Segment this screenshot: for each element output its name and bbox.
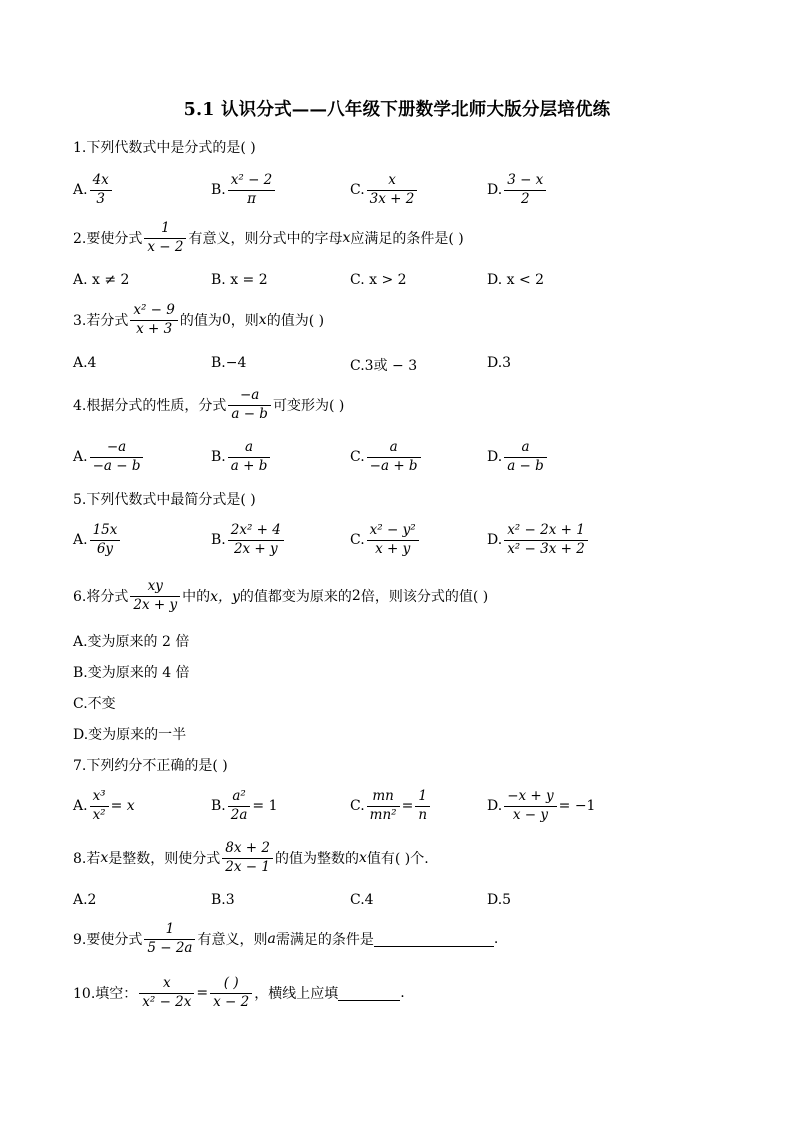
q4-option-b: B. $\frac{a}{a + b}$ bbox=[211, 439, 272, 475]
fraction: $\frac{\text{2x² + 4}}{2x + y}$ bbox=[228, 522, 284, 558]
q3-option-c: C.3或 − 3 bbox=[350, 358, 418, 374]
fraction: $\frac{-a}{-a - b}$ bbox=[90, 439, 144, 475]
question-9: 9.要使分式 $\frac{1}{5 - 2a}$ 有意义，则 a 需满足的条件是 . bbox=[73, 921, 499, 956]
fraction: $\frac{15x}{6y}$ bbox=[90, 522, 121, 558]
fraction: $\frac{8x + 2}{2x - 1}$ bbox=[222, 840, 273, 876]
q4-option-c: C. $\frac{a}{-a + b}$ bbox=[350, 439, 423, 475]
fraction: $\frac{1}{5 - 2a}$ bbox=[144, 921, 195, 957]
q7-option-a: A. $\frac{\text{x³}}{\text{x²}}$ = x bbox=[73, 788, 135, 823]
q6-option-a: A.变为原来的 2 倍 bbox=[73, 634, 190, 650]
q5-option-b: B. $\frac{\text{2x² + 4}}{2x + y}$ bbox=[211, 522, 286, 558]
answer-blank[interactable] bbox=[374, 932, 494, 947]
fraction: $\frac{a}{a - b}$ bbox=[504, 439, 547, 475]
q5-option-d: D. $\frac{\text{x² − 2x + 1}}{\text{x² − 3x + 2}}$ bbox=[487, 522, 590, 558]
q3-option-b: B.−4 bbox=[211, 355, 247, 371]
fraction: $\frac{mn}{\text{mn²}}$ bbox=[367, 788, 400, 824]
fraction: $\frac{a}{-a + b}$ bbox=[367, 439, 421, 475]
fraction: $\frac{a}{a + b}$ bbox=[228, 439, 271, 475]
q8-option-c: C.4 bbox=[350, 892, 374, 908]
fraction: $\frac{3 - x}{2}$ bbox=[504, 172, 546, 208]
q3-option-d: D.3 bbox=[487, 355, 512, 371]
fraction: $\frac{xy}{2x + y}$ bbox=[130, 578, 180, 614]
fraction: $\frac{x}{3x + 2}$ bbox=[367, 172, 418, 208]
q2-option-b: B. x = 2 bbox=[211, 272, 268, 288]
question-7 bbox=[73, 755, 228, 775]
fraction: $\frac{1}{x - 2}$ bbox=[144, 220, 186, 256]
q6-option-b: B.变为原来的 4 倍 bbox=[73, 665, 190, 681]
fraction: $\frac{-a}{a - b}$ bbox=[228, 387, 271, 423]
question-5 bbox=[73, 489, 256, 509]
q1-option-b: B. $\frac{\text{x² − 2}}{\pi}$ bbox=[211, 172, 277, 208]
q1-option-d: D. $\frac{3 - x}{2}$ bbox=[487, 172, 548, 208]
fraction: $\frac{\text{a²}}{2a}$ bbox=[228, 788, 251, 824]
fraction: $\frac{\text{x² − y²}}{x + y}$ bbox=[367, 522, 419, 558]
question-6: 6.将分式 $\frac{xy}{2x + y}$ 中的 x，y 的值都变为原来的 2 倍，则该分式的值( ) bbox=[73, 578, 489, 613]
question-3: 3.若分式 $\frac{\text{x² − 9}}{x + 3}$ 的值为 0 ，则 x 的值为( ) bbox=[73, 302, 325, 337]
q5-option-a: A. $\frac{15x}{6y}$ bbox=[73, 522, 122, 558]
q7-option-b: B. $\frac{\text{a²}}{2a}$ = 1 bbox=[211, 788, 278, 823]
question-2: 2.要使分式 $\frac{1}{x - 2}$ 有意义，则分式中的字母 x 应满足的条件是( ) bbox=[73, 220, 464, 255]
answer-blank[interactable] bbox=[338, 986, 400, 1001]
question-stem: 7.下列约分不正确的是( ) bbox=[73, 758, 228, 774]
q8-option-d: D.5 bbox=[487, 892, 512, 908]
q6-option-c: C.不变 bbox=[73, 696, 116, 712]
q2-option-c: C. x > 2 bbox=[350, 272, 407, 288]
q7-option-c: C. $\frac{mn}{\text{mn²}}$ = $\frac{1}{n}$ bbox=[350, 788, 432, 824]
fraction: $\frac{\text{x² − 9}}{x + 3}$ bbox=[130, 302, 178, 338]
question-10: 10.填空： $\frac{x}{\text{x² − 2x}}$ = $\frac{( )}{x - 2}$ ，横线上应填 . bbox=[73, 975, 405, 1010]
q6-option-d: D.变为原来的一半 bbox=[73, 727, 187, 743]
q4-option-a: A. $\frac{-a}{-a - b}$ bbox=[73, 439, 145, 475]
q1-option-c: C. $\frac{x}{3x + 2}$ bbox=[350, 172, 419, 208]
q8-option-a: A.2 bbox=[73, 892, 97, 908]
q1-option-a: A. $\frac{4x}{3}$ bbox=[73, 172, 114, 208]
q2-option-a: A. x ≠ 2 bbox=[73, 272, 130, 288]
fraction: $\frac{\text{x² − 2}}{\pi}$ bbox=[228, 172, 276, 208]
fraction: $\frac{\text{x³}}{\text{x²}}$ bbox=[90, 788, 109, 824]
q5-option-c: C. $\frac{\text{x² − y²}}{x + y}$ bbox=[350, 522, 421, 558]
fraction: $\frac{x}{\text{x² − 2x}}$ bbox=[139, 975, 194, 1011]
question-8: 8.若 x 是整数，则使分式 $\frac{8x + 2}{2x - 1}$ 的值为整数的 x 值有( )个. bbox=[73, 840, 429, 875]
fraction: $\frac{1}{n}$ bbox=[415, 788, 430, 824]
question-1 bbox=[73, 137, 256, 157]
fraction: $\frac{-x + y}{x - y}$ bbox=[504, 788, 556, 824]
question-stem: 5.下列代数式中最简分式是( ) bbox=[73, 492, 256, 508]
question-stem: 1.下列代数式中是分式的是( ) bbox=[73, 140, 256, 156]
q4-option-d: D. $\frac{a}{a - b}$ bbox=[487, 439, 549, 475]
q7-option-d: D. $\frac{-x + y}{x - y}$ = −1 bbox=[487, 788, 596, 823]
q8-option-b: B.3 bbox=[211, 892, 235, 908]
page-title: 5.1 认识分式——八年级下册数学北师大版分层培优练 bbox=[183, 100, 611, 120]
fraction: $\frac{4x}{3}$ bbox=[90, 172, 112, 208]
fraction: $\frac{( )}{x - 2}$ bbox=[210, 975, 252, 1011]
question-4: 4.根据分式的性质，分式 $\frac{-a}{a - b}$ 可变形为( ) bbox=[73, 387, 345, 422]
fraction: $\frac{\text{x² − 2x + 1}}{\text{x² − 3x + 2}}$ bbox=[504, 522, 588, 558]
q3-option-a: A.4 bbox=[73, 355, 97, 371]
q2-option-d: D. x < 2 bbox=[487, 272, 545, 288]
